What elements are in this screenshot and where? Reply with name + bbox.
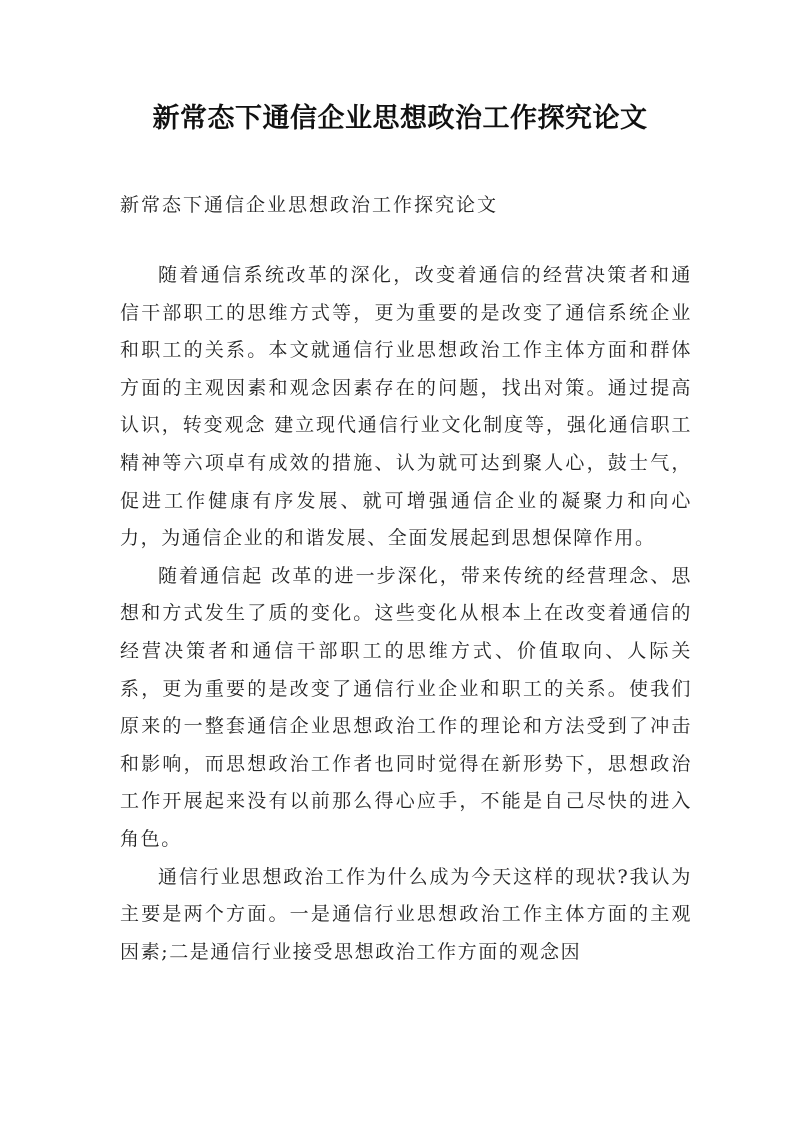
document-subtitle: 新常态下通信企业思想政治工作探究论文 bbox=[120, 194, 499, 216]
paragraph-2: 随着通信起 改革的进一步深化，带来传统的经营理念、思想和方式发生了质的变化。这些变化从根本上在改变着通信的经营决策者和通信干部职工的思维方式、价值取向、人际关系，更为重要的是改变了通信行业企业和职工的关系。使我们原来的一整套通信企业思想政治工作的理论和方法受到了冲击和影响，而思想政治工作者也同时觉得在新形势下，思想政治工作开展起来没有以前那么得心应手，不能是自己尽快的进入角色。 bbox=[120, 564, 692, 850]
document-title: 新常态下通信企业思想政治工作探究论文 bbox=[152, 103, 648, 134]
document-body bbox=[120, 257, 692, 971]
paragraph-3: 通信行业思想政治工作为什么成为今天这样的现状?我认为主要是两个方面。一是通信行业思想政治工作主体方面的主观因素;二是通信行业接受思想政治工作方面的观念因 bbox=[120, 865, 692, 963]
paragraph-1: 随着通信系统改革的深化，改变着通信的经营决策者和通信干部职工的思维方式等，更为重要的是改变了通信系统企业和职工的关系。本文就通信行业思想政治工作主体方面和群体方面的主观因素和观念因素存在的问题，找出对策。通过提高认识，转变观念 建立现代通信行业文化制度等，强化通信职工精神等六项卓有成效的措施、认为就可达到聚人心，鼓士气，促进工作健康有序发展、就可增强通信企业的凝聚力和向心力，为通信企业的和谐发展、全面发展起到思想保障作用。 bbox=[120, 264, 692, 550]
